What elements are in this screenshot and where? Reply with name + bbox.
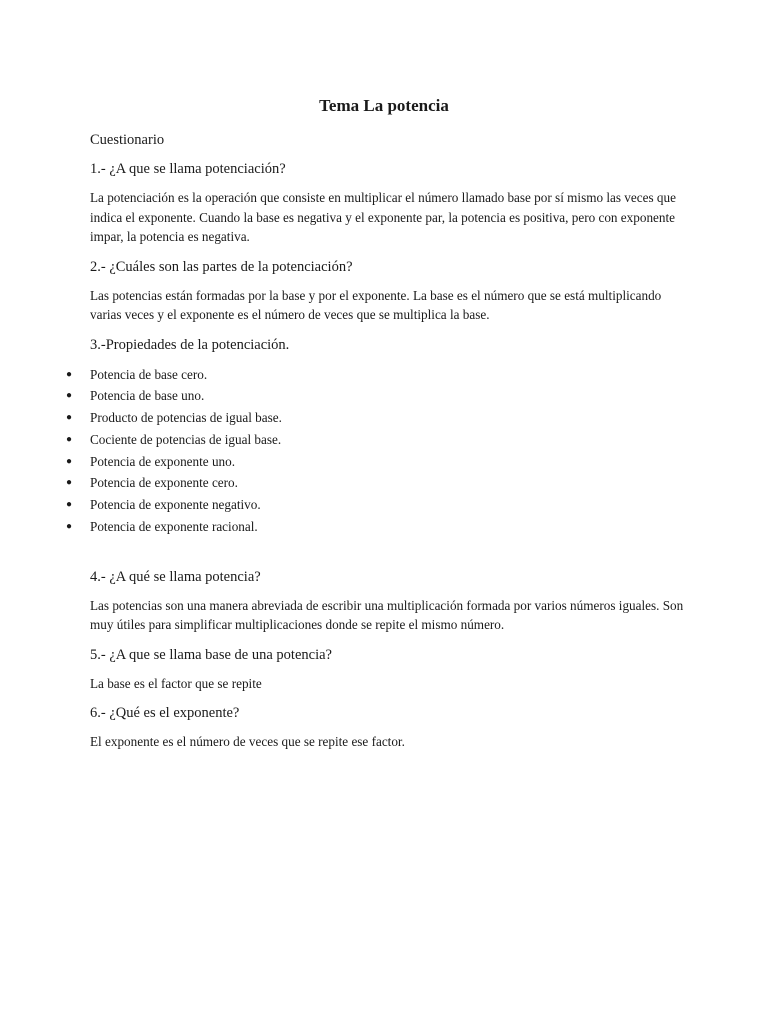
list-item <box>66 364 690 386</box>
question-4: 4.- ¿A qué se llama potencia? <box>90 568 261 585</box>
section-subtitle: Cuestionario <box>90 132 165 148</box>
list-item <box>66 472 690 494</box>
bullet-icon: ● <box>66 499 73 511</box>
question-1: 1.- ¿A que se llama potenciación? <box>90 161 286 177</box>
page-title: Tema La potencia <box>319 96 449 115</box>
answer-1: La potenciación es la operación que consiste en multiplicar el número llamado base por sí mismo las veces que indica el exponente. Cuando la base es negativa y el exponente par, la potencia es positiva, pero con exponente impar, la potencia es negativa. <box>90 190 676 244</box>
list-item <box>66 407 690 429</box>
list-item-label: Producto de potencias de igual base. <box>90 410 282 426</box>
list-item-label: Potencia de exponente uno. <box>90 453 236 469</box>
list-item <box>66 385 690 407</box>
list-item-label: Potencia de exponente racional. <box>90 519 258 535</box>
answer-4: Las potencias son una manera abreviada de escribir una multiplicación formada por varios números iguales. Son muy útiles para simplificar multiplicaciones donde se repite el mismo número. <box>90 597 684 633</box>
document-body <box>66 130 690 762</box>
list-item-label: Cociente de potencias de igual base. <box>90 431 282 447</box>
question-6: 6.- ¿Qué es el exponente? <box>90 705 240 722</box>
bullet-icon: ● <box>66 368 73 380</box>
bullet-icon: ● <box>66 477 73 489</box>
bullet-icon: ● <box>66 521 73 533</box>
list-item <box>66 494 690 516</box>
list-item-label: Potencia de exponente cero. <box>90 475 238 491</box>
answer-6: El exponente es el número de veces que se repite ese factor. <box>90 734 405 750</box>
bullet-icon: ● <box>66 390 73 402</box>
list-item-label: Potencia de base uno. <box>90 388 205 404</box>
list-item <box>66 451 690 473</box>
bullet-icon: ● <box>66 412 73 424</box>
question-3: 3.-Propiedades de la potenciación. <box>90 336 290 353</box>
question-5: 5.- ¿A que se llama base de una potencia? <box>90 646 332 663</box>
answer-5: La base es el factor que se repite <box>90 675 262 691</box>
bullet-icon: ● <box>66 433 73 445</box>
properties-list <box>66 364 690 538</box>
list-item-label: Potencia de base cero. <box>90 366 208 382</box>
list-item <box>66 429 690 451</box>
bullet-icon: ● <box>66 455 73 467</box>
answer-2: Las potencias están formadas por la base y por el exponente. La base es el número que se está multiplicando varias veces y el exponente es el número de veces que se multiplica la base. <box>90 287 662 322</box>
list-item <box>66 516 690 538</box>
question-2: 2.- ¿Cuáles son las partes de la potenciación? <box>90 258 353 275</box>
list-item-label: Potencia de exponente negativo. <box>90 497 261 513</box>
